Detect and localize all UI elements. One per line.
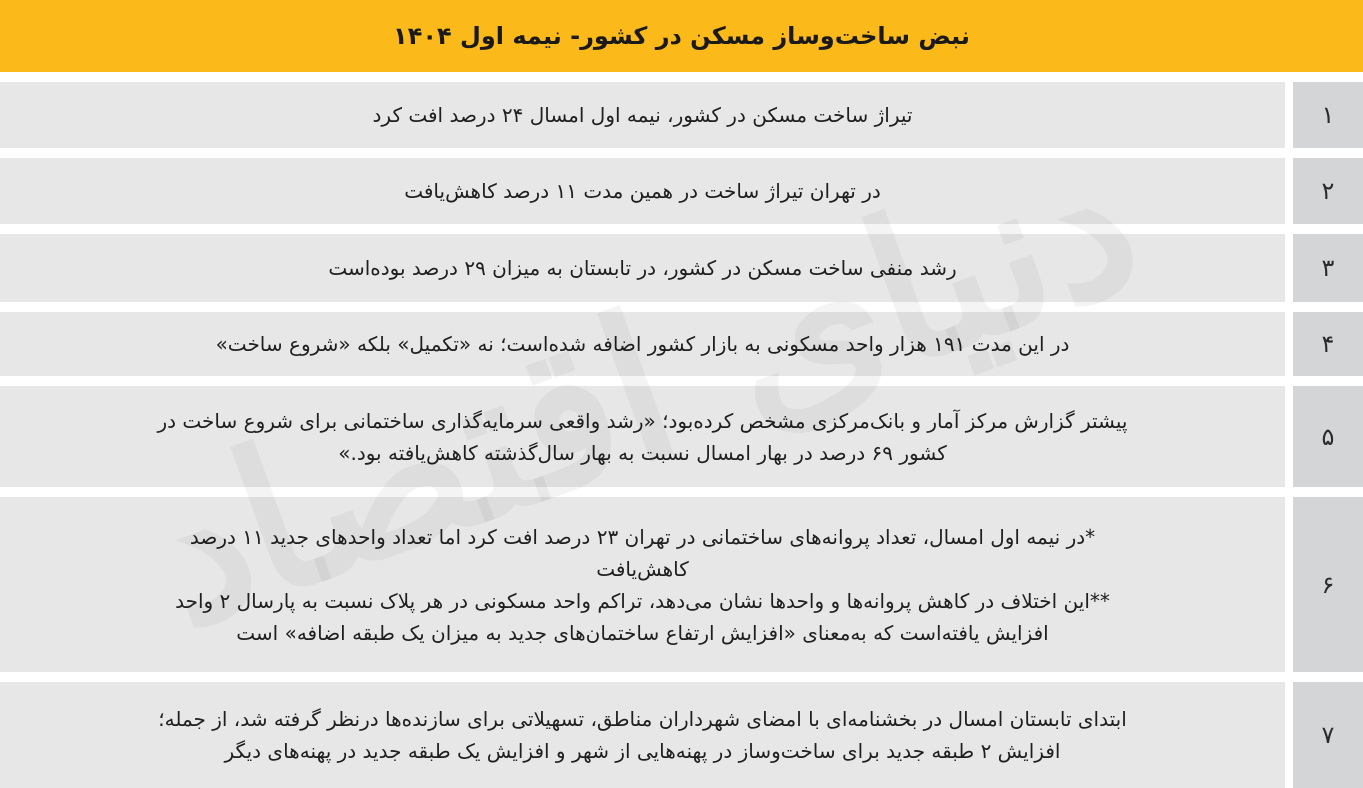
row-number: ۶ <box>1321 570 1335 599</box>
row-text <box>175 521 1110 649</box>
table-row <box>0 386 1363 487</box>
row-number-cell <box>1293 312 1363 376</box>
row-text <box>158 703 1127 767</box>
row-text-line: کشور ۶۹ درصد در بهار امسال نسبت به بهار سال‌گذشته کاهش‌یافته بود.» <box>338 440 947 465</box>
row-number: ۱ <box>1321 101 1335 129</box>
page-title: نبض ساخت‌وساز مسکن در کشور- نیمه اول ۱۴۰۴ <box>393 22 970 50</box>
row-number-cell <box>1293 386 1363 487</box>
row-number: ۲ <box>1321 177 1335 205</box>
row-text-cell <box>0 158 1285 224</box>
row-text-cell <box>0 386 1285 487</box>
row-number: ۳ <box>1321 254 1335 282</box>
row-text-line: تیراژ ساخت مسکن در کشور، نیمه اول امسال ۲۴ درصد افت کرد <box>372 103 913 127</box>
row-number: ۷ <box>1321 721 1335 749</box>
table-row <box>0 497 1363 672</box>
row-text-line: *در نیمه اول امسال، تعداد پروانه‌های ساختمانی در تهران ۲۳ درصد افت کرد اما تعداد واحدهای جدید ۱۱ درصد <box>189 524 1096 549</box>
row-text-line: **این اختلاف در کاهش پروانه‌ها و واحدها نشان می‌دهد، تراکم واحد مسکونی در هر پلاک نسبت به پارسال ۲ واحد <box>175 588 1110 613</box>
row-text-cell <box>0 312 1285 376</box>
row-number: ۵ <box>1321 422 1335 451</box>
row-text-line: کاهش‌یافت <box>596 556 689 581</box>
title-bar <box>0 0 1363 72</box>
table-row <box>0 682 1363 788</box>
table-row <box>0 82 1363 148</box>
row-text-cell <box>0 234 1285 302</box>
row-number-cell <box>1293 158 1363 224</box>
row-number-cell <box>1293 82 1363 148</box>
row-text-line: در این مدت ۱۹۱ هزار واحد مسکونی به بازار کشور اضافه شده‌است؛ نه «تکمیل» بلکه «شروع ساخت» <box>215 332 1070 356</box>
row-text-cell <box>0 82 1285 148</box>
row-text <box>328 252 956 284</box>
row-text-cell <box>0 497 1285 672</box>
row-text <box>216 328 1070 360</box>
table-row <box>0 234 1363 302</box>
row-number: ۴ <box>1321 330 1335 358</box>
row-text-line: رشد منفی ساخت مسکن در کشور، در تابستان به میزان ۲۹ درصد بوده‌است <box>328 256 957 280</box>
row-text <box>158 405 1128 469</box>
row-text-cell <box>0 682 1285 788</box>
row-text <box>404 175 881 207</box>
row-text-line: پیشتر گزارش مرکز آمار و بانک‌مرکزی مشخص کرده‌بود؛ «رشد واقعی سرمایه‌گذاری ساختمانی برای شروع ساخت در <box>157 408 1128 433</box>
row-text <box>373 99 913 131</box>
row-number-cell <box>1293 682 1363 788</box>
table-row <box>0 158 1363 224</box>
row-text-line: افزایش ۲ طبقه جدید برای ساخت‌وساز در پهنه‌هایی از شهر و افزایش یک طبقه جدید در پهنه‌های دیگر <box>224 739 1061 763</box>
table-row <box>0 312 1363 376</box>
row-text-line: افزایش یافته‌است که به‌معنای «افزایش ارتفاع ساختمان‌های جدید به میزان یک طبقه اضافه» است <box>236 620 1049 645</box>
row-text-line: ابتدای تابستان امسال در بخشنامه‌ای با امضای شهرداران مناطق، تسهیلاتی برای سازنده‌ها درنظر گرفته شد، از جمله؛ <box>158 707 1127 731</box>
row-number-cell <box>1293 234 1363 302</box>
row-number-cell <box>1293 497 1363 672</box>
row-text-line: در تهران تیراژ ساخت در همین مدت ۱۱ درصد کاهش‌یافت <box>404 179 881 203</box>
